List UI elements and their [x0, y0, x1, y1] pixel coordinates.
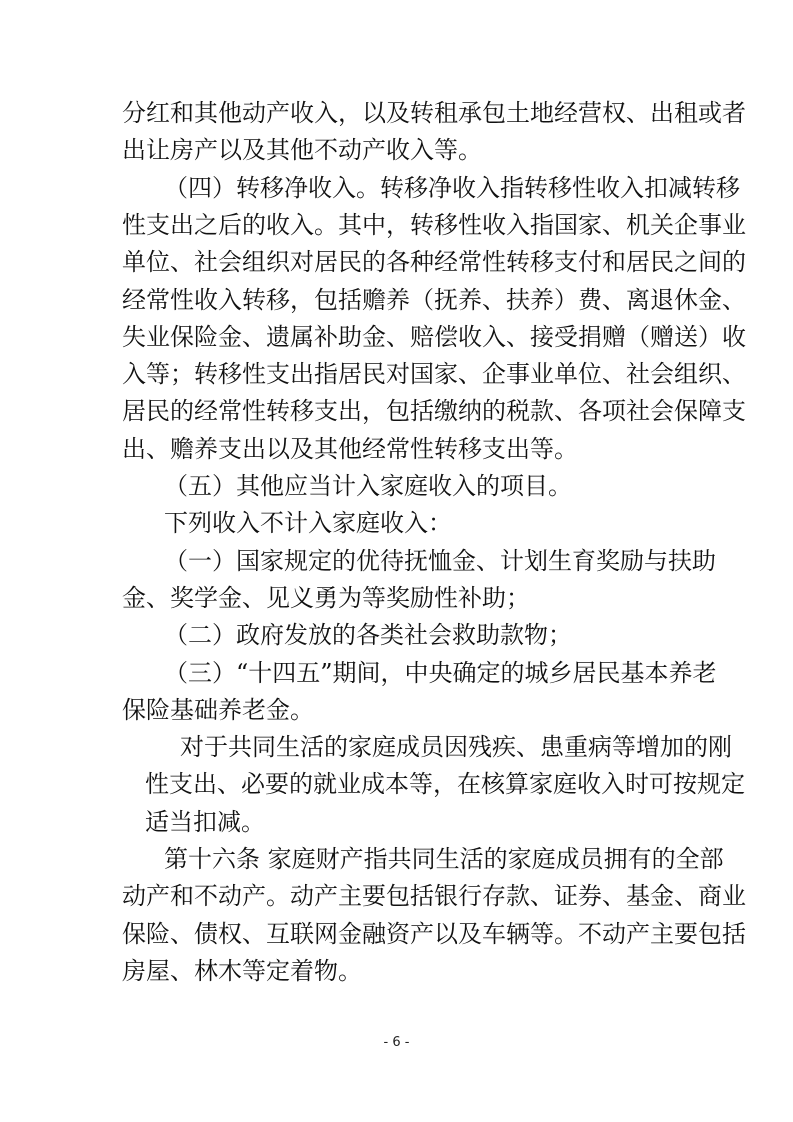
text-line: 动产和不动产。动产主要包括银行存款、证券、基金、商业	[122, 882, 746, 910]
text-line: 入等；转移性支出指居民对国家、企事业单位、社会组织、	[122, 360, 746, 388]
text-line: 保险、债权、互联网金融资产以及车辆等。不动产主要包括	[122, 920, 746, 948]
text-line: 居民的经常性转移支出，包括缴纳的税款、各项社会保障支	[122, 397, 746, 425]
text-line: 下列收入不计入家庭收入：	[164, 509, 452, 537]
text-line: （五）其他应当计入家庭收入的项目。	[164, 472, 572, 500]
text-line: 失业保险金、遗属补助金、赔偿收入、接受捐赠（赠送）收	[122, 323, 746, 351]
text-line: 经常性收入转移，包括赡养（抚养、扶养）费、离退休金、	[122, 286, 746, 314]
text-line: 出、赡养支出以及其他经常性转移支出等。	[122, 435, 578, 463]
text-line: 性支出之后的收入。其中，转移性收入指国家、机关企事业	[122, 211, 746, 239]
page-number: - 6 -	[383, 1035, 410, 1050]
text-line: 对于共同生活的家庭成员因残疾、患重病等增加的刚	[180, 733, 732, 761]
text-line: 单位、社会组织对居民的各种经常性转移支付和居民之间的	[122, 248, 746, 276]
text-line: （二）政府发放的各类社会救助款物；	[164, 621, 572, 649]
text-line: 性支出、必要的就业成本等，在核算家庭收入时可按规定	[145, 770, 745, 798]
text-line: 房屋、林木等定着物。	[122, 957, 362, 985]
text-line: 保险基础养老金。	[122, 696, 314, 724]
text-line: （三）“十四五”期间，中央确定的城乡居民基本养老	[164, 659, 717, 687]
text-line: （四）转移净收入。转移净收入指转移性收入扣减转移	[164, 174, 740, 202]
text-line: （一）国家规定的优待抚恤金、计划生育奖励与扶助	[164, 547, 716, 575]
text-line: 分红和其他动产收入，以及转租承包土地经营权、出租或者	[122, 99, 746, 127]
text-line: 出让房产以及其他不动产收入等。	[122, 136, 482, 164]
text-line: 第十六条 家庭财产指共同生活的家庭成员拥有的全部	[164, 845, 724, 873]
text-line: 金、奖学金、见义勇为等奖励性补助；	[122, 584, 530, 612]
text-line: 适当扣减。	[145, 808, 265, 836]
